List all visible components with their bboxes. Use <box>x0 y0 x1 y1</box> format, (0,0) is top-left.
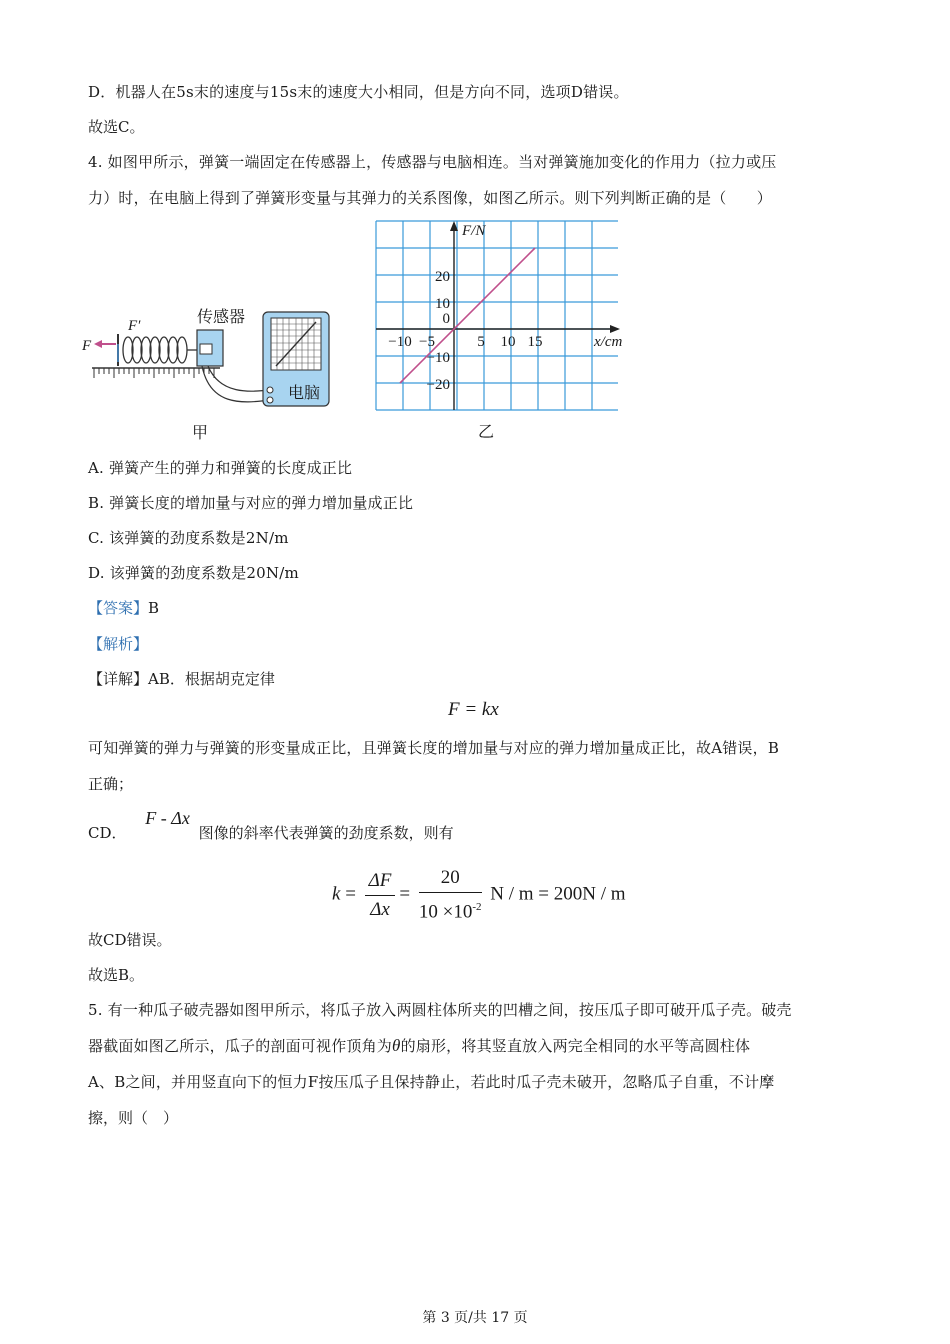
x-tick-label: −5 <box>419 334 435 350</box>
chart-axes <box>376 221 623 410</box>
eq-k: k <box>332 883 341 905</box>
eq-force: F <box>448 699 460 720</box>
question-4-line2: 力）时，在电脑上得到了弹簧形变量与其弹力的关系图像，如图乙所示。则下列判断正确的是（ ） <box>88 189 773 207</box>
analysis-tag: 【解析】 <box>88 635 149 653</box>
computer-label: 电脑 <box>288 385 321 402</box>
exponent: -2 <box>472 901 482 913</box>
figure-caption-jia: 甲 <box>192 425 209 442</box>
q5-text-b: 的扇形，将其竖直放入两完全相同的水平等高圆柱体 <box>400 1037 751 1055</box>
page-footer: 第 3 页/共 17 页 <box>422 1310 528 1326</box>
option-d: D. 该弹簧的劲度系数是20N/m <box>88 564 299 582</box>
question-4-line1: 4. 如图甲所示，弹簧一端固定在传感器上，传感器与电脑相连。当对弹簧施加变化的作用力（拉力或压 <box>88 153 777 171</box>
spring-constant-equation: k = $\frac{\Delta F}{\Delta x}$ = $\frac{20}{10 \times 10^{-2}}$ N / m = 200N / m <box>332 867 626 923</box>
question-5-line1: 5. 有一种瓜子破壳器如图甲所示，将瓜子放入两圆柱体所夹的凹槽之间，按压瓜子即可破开瓜子壳。破壳 <box>88 1001 792 1019</box>
cd-prefix: CD． <box>88 824 127 842</box>
y-tick-label: 10 <box>435 296 450 312</box>
frac-den-1: Δx <box>370 898 390 920</box>
answer-line <box>88 598 159 618</box>
fraction-values <box>419 866 482 924</box>
x-axis-arrow <box>610 325 620 333</box>
answer-tag: 【答案】 <box>88 599 149 617</box>
choose-b-line: 故选B。 <box>88 966 145 984</box>
x-tick-label: 10 <box>500 334 516 350</box>
y-axis-label: F/N <box>462 223 486 239</box>
y-tick-label: −10 <box>426 350 450 366</box>
option-b: B. 弹簧长度的增加量与对应的弹力增加量成正比 <box>88 494 414 512</box>
series-line <box>400 248 535 383</box>
detail-line: 【详解】AB．根据胡克定律 <box>88 670 275 688</box>
answer-value: B <box>148 599 160 617</box>
x-tick-label: 15 <box>527 334 543 350</box>
reaction-force-label: F′ <box>128 318 141 334</box>
q5-text-a: 器截面如图乙所示，瓜子的剖面可视作顶角为 <box>88 1037 393 1055</box>
fraction-delta <box>365 869 396 922</box>
option-c: C. 该弹簧的劲度系数是2N/m <box>88 529 289 547</box>
sensor-label: 传感器 <box>197 309 246 326</box>
figure-caption-yi: 乙 <box>478 424 495 441</box>
cd-wrong-line: 故CD错误。 <box>88 931 172 949</box>
theta-symbol: θ <box>392 1036 401 1055</box>
frac-num-2: 20 <box>419 866 482 893</box>
y-tick-label: −20 <box>426 377 450 393</box>
cd-expression: F - Δx <box>145 808 190 828</box>
cd-text: 图像的斜率代表弹簧的劲度系数，则有 <box>198 824 454 842</box>
frac-den-2: 10 ×10 <box>418 901 473 923</box>
hooke-equation <box>448 700 499 720</box>
frac-num-1: ΔF <box>365 869 396 896</box>
eq-rest: = kx <box>459 699 499 720</box>
text-line: D．机器人在5s末的速度与15s末的速度大小相同，但是方向不同，选项D错误。 <box>88 83 629 101</box>
eq-tail: N / m = 200N / m <box>490 883 626 905</box>
y-tick-label: 20 <box>435 269 450 285</box>
force-label: F <box>82 338 92 354</box>
figure-yi-chart <box>370 215 640 445</box>
chart-series <box>400 248 535 383</box>
x-tick-label: −10 <box>388 334 412 350</box>
explanation-line2: 正确； <box>88 775 134 793</box>
text-line: 故选C。 <box>88 118 145 136</box>
chart-grid <box>376 221 618 410</box>
chart-ticks <box>388 269 542 393</box>
cd-line <box>88 808 454 843</box>
question-5-line4: 擦，则（ ） <box>88 1109 179 1127</box>
question-5-line3: A、B之间，并用竖直向下的恒力F按压瓜子且保持静止，若此时瓜子壳未破开，忽略瓜子自重，不计摩 <box>88 1073 775 1091</box>
figure-jia <box>80 300 350 445</box>
y-tick-label: 0 <box>442 311 450 327</box>
x-axis-label: x/cm <box>594 334 623 350</box>
option-a: A. 弹簧产生的弹力和弹簧的长度成正比 <box>88 459 353 477</box>
x-tick-label: 5 <box>477 334 485 350</box>
question-5-line2 <box>88 1036 750 1056</box>
explanation-line1: 可知弹簧的弹力与弹簧的形变量成正比，且弹簧长度的增加量与对应的弹力增加量成正比，故A错误，B <box>88 739 780 757</box>
